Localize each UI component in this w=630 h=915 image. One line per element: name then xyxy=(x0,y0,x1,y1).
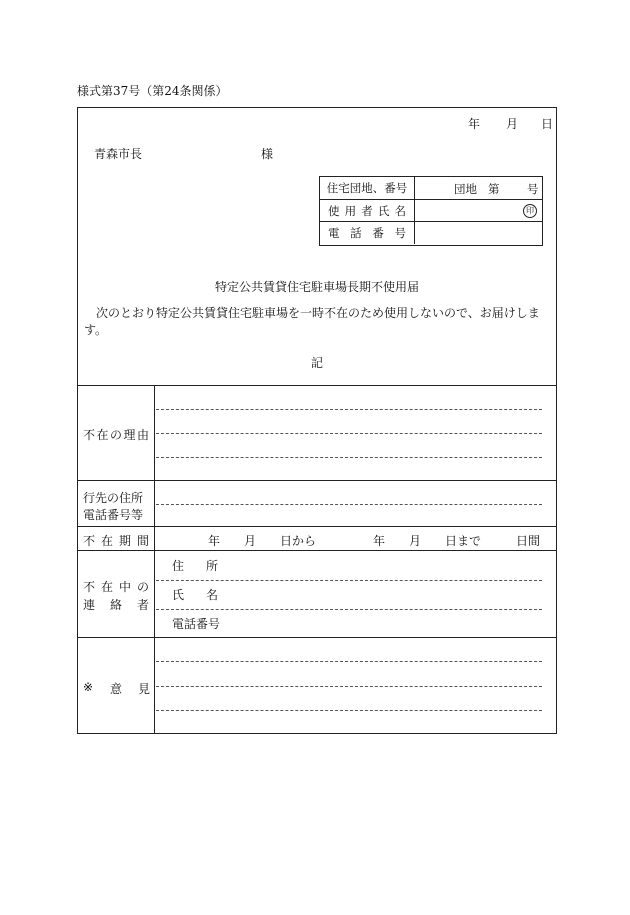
period-bottom-line xyxy=(78,550,556,551)
reason-bottom-line xyxy=(78,480,556,481)
contact-address-label: 住 所 xyxy=(172,559,218,573)
opinion-line-2 xyxy=(156,686,542,687)
period-month-1: 月 xyxy=(244,534,257,548)
reason-line-1 xyxy=(156,409,542,410)
reason-label: 不 在 の 理 由 xyxy=(83,428,149,442)
notice-text: 次のとおり特定公共賃貸住宅駐車場を一時不在のため使用しないので、お届けします。 xyxy=(84,306,540,337)
destination-label-1: 行先の住所 xyxy=(83,491,144,505)
contact-label-2: 連 絡 者 xyxy=(83,598,149,612)
contact-line-2 xyxy=(156,609,542,610)
seal-mark: 印 xyxy=(523,204,537,218)
table-column-divider xyxy=(154,385,155,733)
danchi-label: 住宅団地、番号 xyxy=(320,177,415,199)
reason-line-3 xyxy=(156,457,542,458)
reason-line-2 xyxy=(156,433,542,434)
addressee-name: 青森市長 xyxy=(94,147,143,161)
danchi-value-1: 団地 xyxy=(454,182,477,196)
contact-phone-label: 電話番号 xyxy=(172,617,221,631)
applicant-info-box xyxy=(319,176,543,246)
addressee-honorific: 様 xyxy=(261,147,274,161)
opinion-label: 意 見 xyxy=(110,682,150,696)
form-frame xyxy=(77,107,557,734)
period-year-1: 年 xyxy=(208,534,221,548)
ki-mark: 記 xyxy=(310,356,323,370)
opinion-mark: ※ xyxy=(83,680,94,694)
contact-name-label: 氏 名 xyxy=(172,588,218,602)
destination-line xyxy=(156,504,542,505)
period-month-2: 月 xyxy=(409,534,422,548)
opinion-line-1 xyxy=(156,661,542,662)
period-year-2: 年 xyxy=(373,534,386,548)
destination-bottom-line xyxy=(78,526,556,527)
phone-row xyxy=(320,221,542,244)
date-month: 月 xyxy=(506,117,519,131)
document-title: 特定公共賃貸住宅駐車場長期不使用届 xyxy=(214,280,419,294)
opinion-line-3 xyxy=(156,710,542,711)
destination-label-2: 電話番号等 xyxy=(83,508,144,522)
user-row xyxy=(320,199,542,222)
contact-label-1: 不 在 中 の xyxy=(83,580,149,594)
user-label: 使 用 者 氏 名 xyxy=(320,200,415,222)
contact-bottom-line xyxy=(78,637,556,638)
period-until: 日まで xyxy=(445,534,482,548)
period-label: 不 在 期 間 xyxy=(83,534,149,548)
period-from: 日から xyxy=(280,534,317,548)
period-days: 日間 xyxy=(516,534,541,548)
contact-line-1 xyxy=(156,580,542,581)
date-year: 年 xyxy=(468,117,481,131)
danchi-value-3: 号 xyxy=(527,182,539,196)
date-day: 日 xyxy=(541,117,554,131)
danchi-value-2: 第 xyxy=(488,182,500,196)
danchi-row xyxy=(320,177,542,199)
phone-label: 電 話 番 号 xyxy=(320,222,415,244)
form-number: 様式第37号（第24条関係） xyxy=(77,84,228,98)
table-top-line xyxy=(78,385,556,386)
